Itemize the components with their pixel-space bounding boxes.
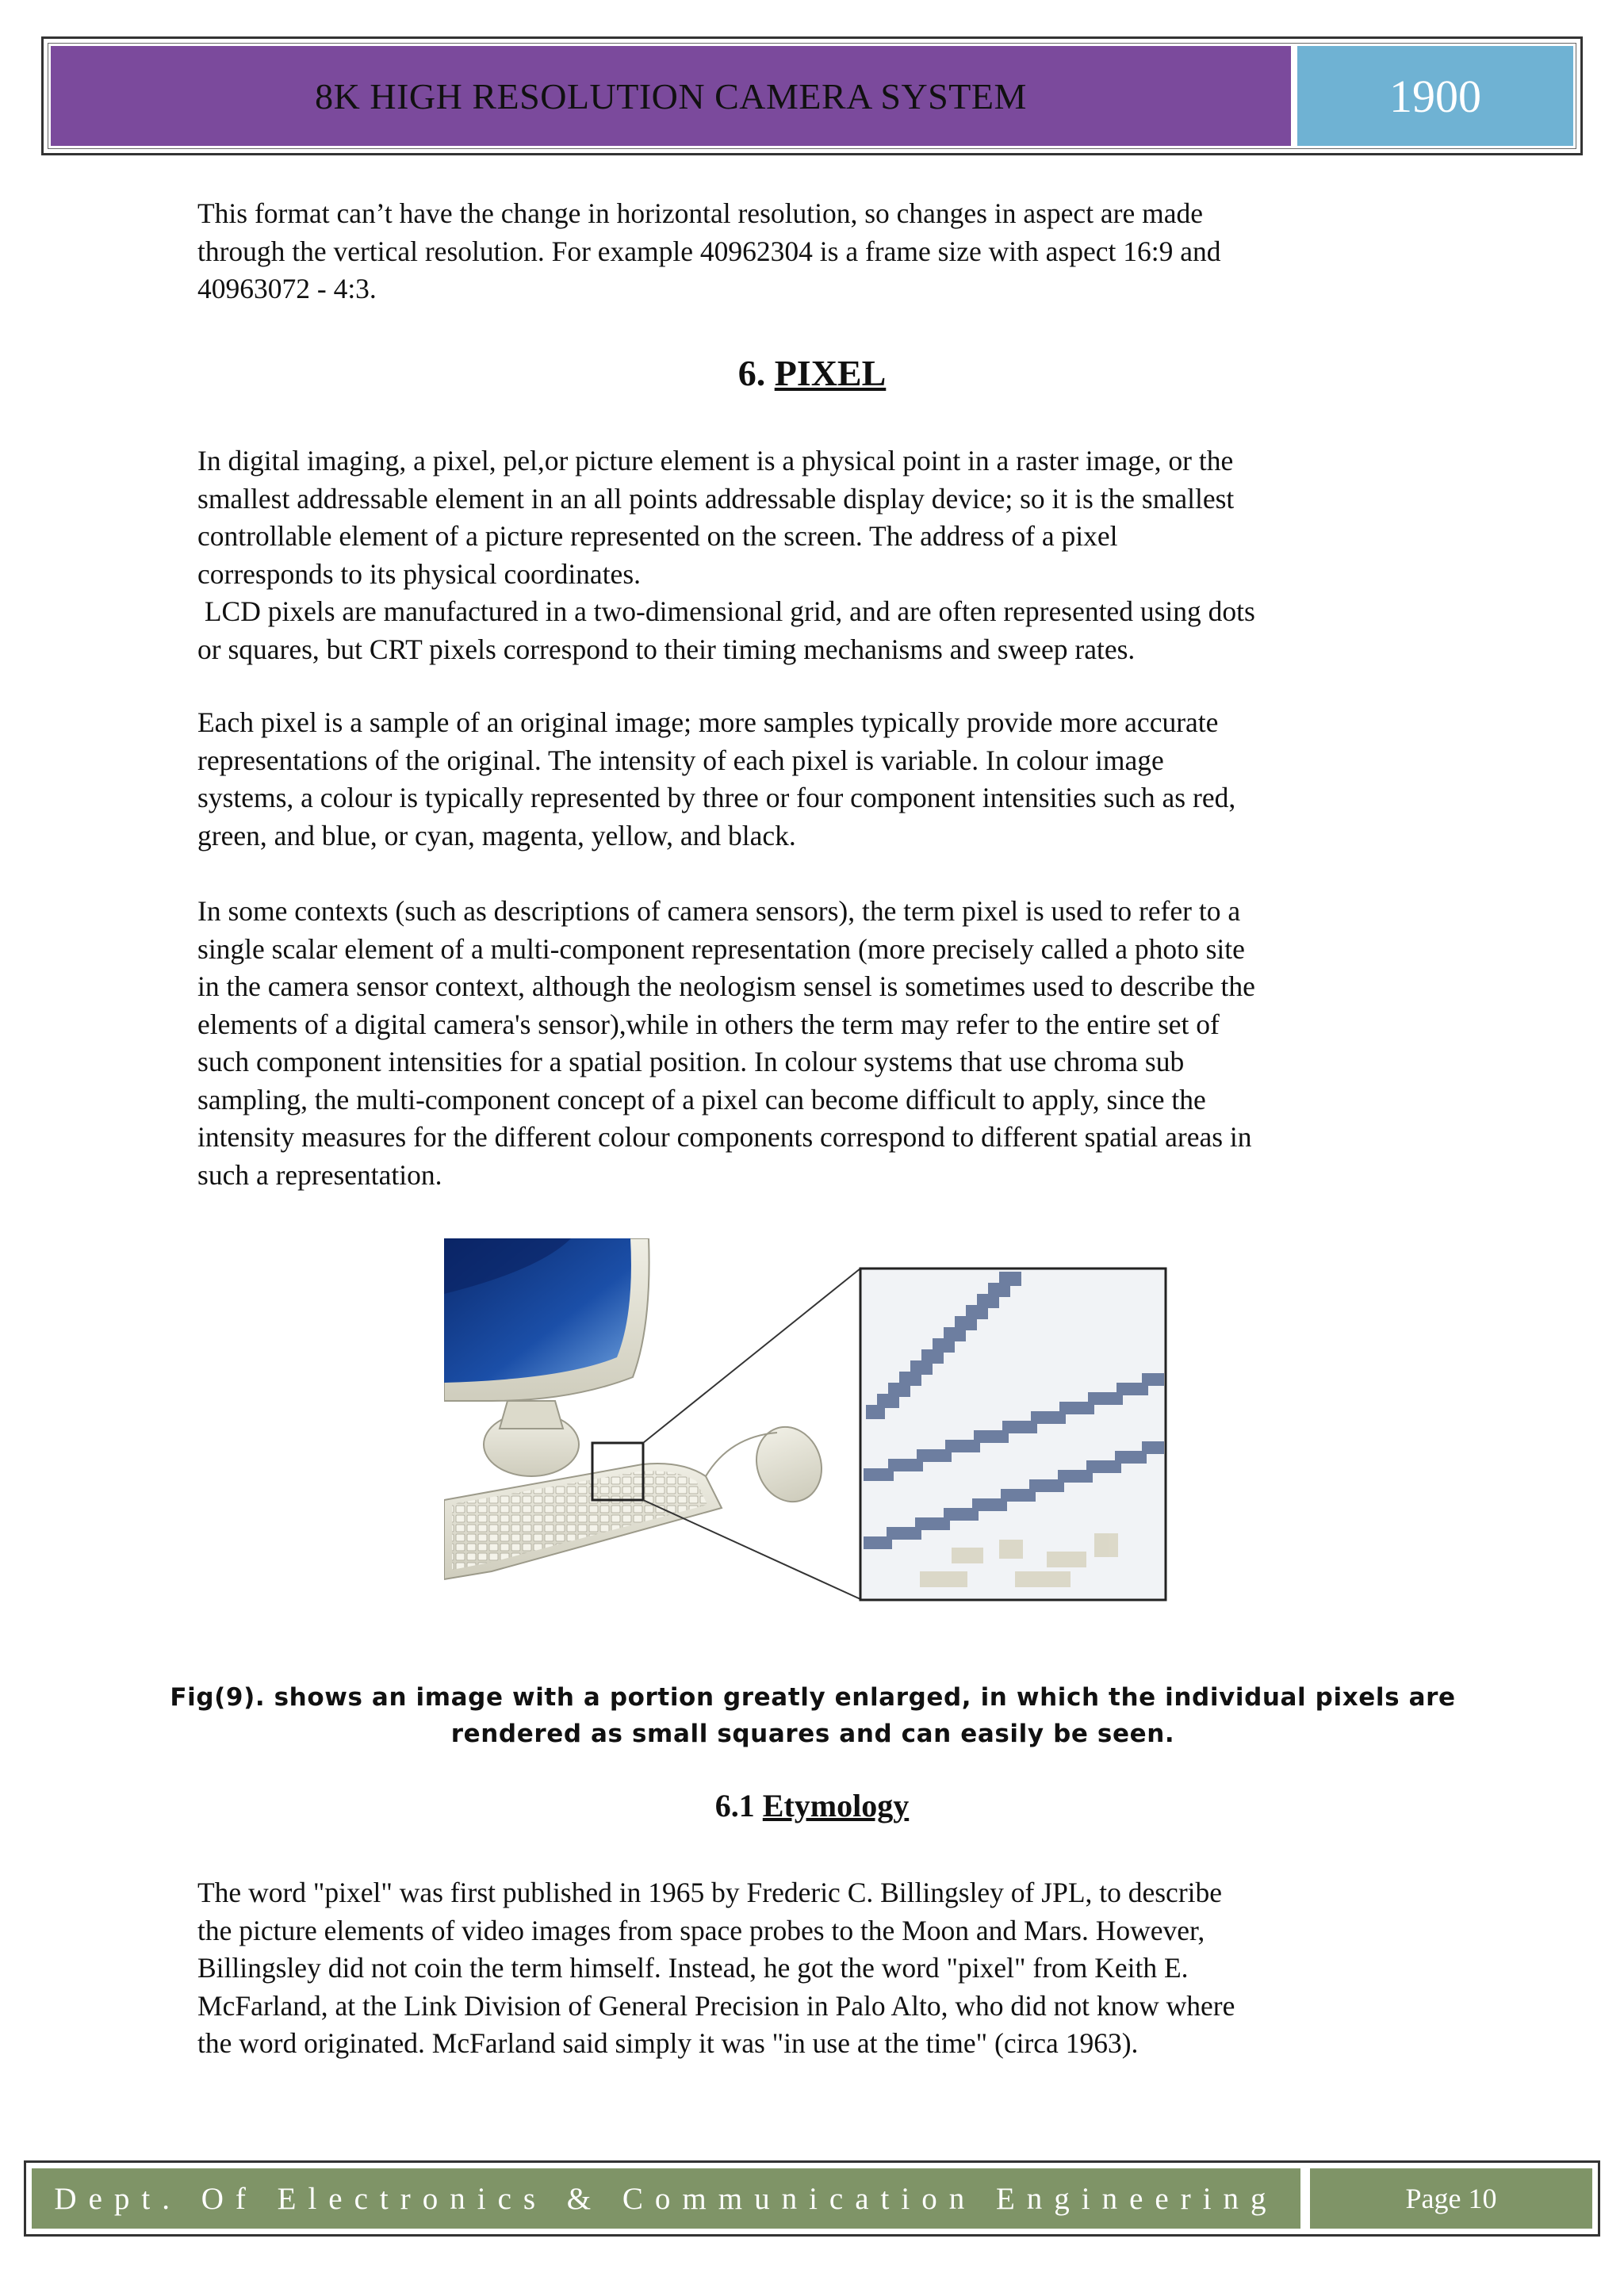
text-line: through the vertical resolution. For example 40962304 is a frame size with aspect 16:9 and bbox=[197, 235, 1221, 267]
caption-line: Fig(9). shows an image with a portion greatly enlarged, in which the individual pixels are bbox=[170, 1683, 1456, 1712]
footer-department: Dept. Of Electronics & Communication Engineering bbox=[32, 2168, 1300, 2229]
section-number: 6.1 bbox=[714, 1788, 755, 1823]
header-year: 1900 bbox=[1297, 46, 1573, 146]
pixel-paragraph-1 bbox=[197, 442, 1434, 668]
text-line: in the camera sensor context, although the neologism sensel is sometimes used to describe the bbox=[197, 970, 1255, 1002]
section-heading-pixel bbox=[0, 352, 1624, 394]
text-line: representations of the original. The intensity of each pixel is variable. In colour image bbox=[197, 744, 1164, 776]
mouse-illustration bbox=[706, 1418, 832, 1511]
text-line: intensity measures for the different colour components correspond to different spatial areas in bbox=[197, 1121, 1252, 1153]
text-line: systems, a colour is typically represented by three or four component intensities such as red, bbox=[197, 782, 1236, 813]
text-line: or squares, but CRT pixels correspond to their timing mechanisms and sweep rates. bbox=[197, 633, 1136, 665]
etymology-paragraph bbox=[197, 1874, 1434, 2063]
figure-caption bbox=[159, 1679, 1467, 1752]
section-number: 6. bbox=[737, 353, 766, 393]
footer-page-number: Page 10 bbox=[1310, 2168, 1592, 2229]
section-title: PIXEL bbox=[774, 353, 887, 393]
monitor-illustration bbox=[444, 1238, 649, 1476]
text-line: Billingsley did not coin the term himself. Instead, he got the word "pixel" from Keith E. bbox=[197, 1952, 1189, 1984]
text-line: the picture elements of video images from space probes to the Moon and Mars. However, bbox=[197, 1914, 1205, 1946]
pixel-enlargement-figure bbox=[444, 1238, 1174, 1635]
text-line: controllable element of a picture represented on the screen. The address of a pixel bbox=[197, 520, 1118, 552]
caption-line: rendered as small squares and can easily be seen. bbox=[450, 1720, 1175, 1748]
text-line: In digital imaging, a pixel, pel,or picture element is a physical point in a raster image, or the bbox=[197, 445, 1234, 476]
header-title: 8K HIGH RESOLUTION CAMERA SYSTEM bbox=[51, 46, 1291, 146]
text-line: Each pixel is a sample of an original image; more samples typically provide more accurate bbox=[197, 706, 1219, 738]
text-line: The word "pixel" was first published in 1965 by Frederic C. Billingsley of JPL, to describe bbox=[197, 1877, 1223, 1908]
text-line: such component intensities for a spatial position. In colour systems that use chroma sub bbox=[197, 1046, 1185, 1077]
pixel-paragraph-3 bbox=[197, 893, 1434, 1194]
text-line: This format can’t have the change in horizontal resolution, so changes in aspect are made bbox=[197, 197, 1204, 229]
text-line: LCD pixels are manufactured in a two-dimensional grid, and are often represented using dots bbox=[197, 595, 1255, 627]
text-line: In some contexts (such as descriptions of camera sensors), the term pixel is used to refer to a bbox=[197, 895, 1241, 927]
section-heading-etymology bbox=[0, 1787, 1624, 1824]
text-line: elements of a digital camera's sensor),while in others the term may refer to the entire set of bbox=[197, 1008, 1220, 1040]
text-line: 40963072 - 4:3. bbox=[197, 273, 377, 304]
text-line: green, and blue, or cyan, magenta, yellow, and black. bbox=[197, 819, 796, 851]
text-line: the word originated. McFarland said simply it was "in use at the time" (circa 1963). bbox=[197, 2027, 1139, 2059]
text-line: smallest addressable element in an all points addressable display device; so it is the smallest bbox=[197, 482, 1235, 515]
text-line: McFarland, at the Link Division of General Precision in Palo Alto, who did not know where bbox=[197, 1989, 1235, 2022]
text-line: single scalar element of a multi-component representation (more precisely called a photo site bbox=[197, 932, 1245, 965]
text-line: sampling, the multi-component concept of a pixel can become difficult to apply, since the bbox=[197, 1083, 1206, 1115]
text-line: such a representation. bbox=[197, 1158, 442, 1191]
section-title: Etymology bbox=[762, 1788, 910, 1823]
text-line: corresponds to its physical coordinates. bbox=[197, 557, 642, 590]
keyboard-illustration bbox=[444, 1464, 722, 1579]
enlarged-pixel-panel bbox=[860, 1269, 1166, 1600]
intro-paragraph bbox=[197, 195, 1434, 308]
pixel-paragraph-2 bbox=[197, 704, 1434, 855]
